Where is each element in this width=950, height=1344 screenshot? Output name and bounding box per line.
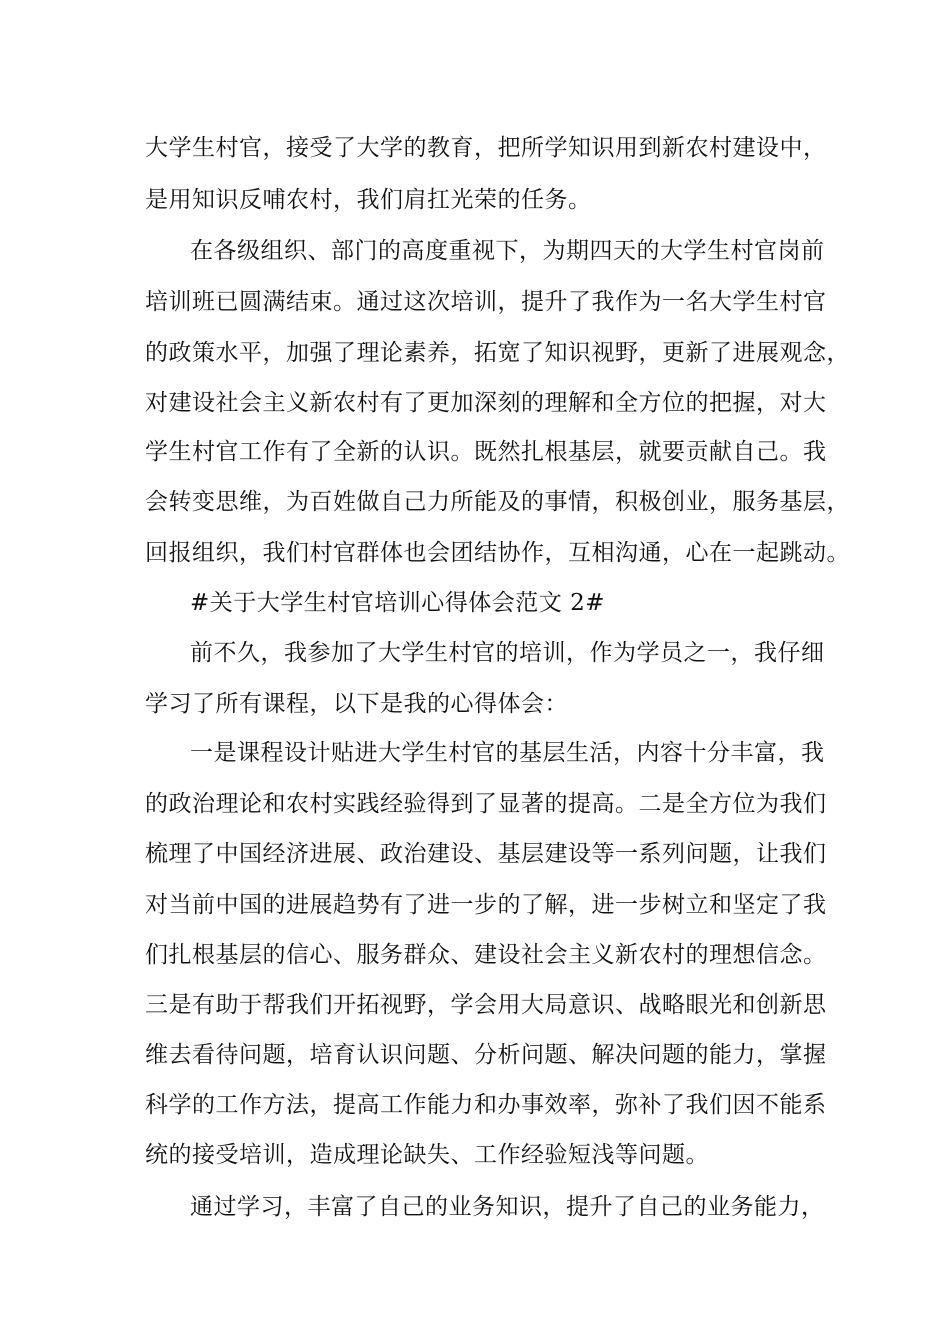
paragraph-start-line: 一是课程设计贴进大学生村官的基层生活，内容十分丰富，我 <box>190 740 825 766</box>
paragraph-start-line: 在各级组织、部门的高度重视下，为期四天的大学生村官岗前 <box>190 238 825 264</box>
text-line: 梳理了中国经济进展、政治建设、基层建设等一系列问题，让我们 <box>145 841 827 867</box>
paragraph-start-line: 通过学习，丰富了自己的业务知识，提升了自己的业务能力， <box>190 1194 825 1220</box>
text-line: 回报组织，我们村官群体也会团结协作，互相沟通，心在一起跳动。 <box>145 540 850 566</box>
text-line: 培训班已圆满结束。通过这次培训，提升了我作为一名大学生村官 <box>145 289 827 315</box>
text-line: 是用知识反哺农村，我们肩扛光荣的任务。 <box>145 187 592 213</box>
text-line: 大学生村官，接受了大学的教育，把所学知识用到新农村建设中， <box>145 135 827 161</box>
text-line: 学习了所有课程，以下是我的心得体会： <box>145 691 568 717</box>
text-line: 科学的工作方法，提高工作能力和办事效率，弥补了我们因不能系 <box>145 1092 827 1118</box>
text-line: 的政治理论和农村实践经验得到了显著的提高。二是全方位为我们 <box>145 791 827 817</box>
text-line: 三是有助于帮我们开拓视野，学会用大局意识、战略眼光和创新思 <box>145 992 827 1018</box>
text-line: 对建设社会主义新农村有了更加深刻的理解和全方位的把握，对大 <box>145 390 827 416</box>
text-line: 的政策水平，加强了理论素养，拓宽了知识视野，更新了进展观念， <box>145 340 850 366</box>
paragraph-start-line: 前不久，我参加了大学生村官的培训，作为学员之一，我仔细 <box>190 640 825 666</box>
text-line: 们扎根基层的信心、服务群众、建设社会主义新农村的理想信念。 <box>145 942 827 968</box>
text-line: 学生村官工作有了全新的认识。既然扎根基层，就要贡献自己。我 <box>145 439 827 465</box>
text-line: 对当前中国的进展趋势有了进一步的了解，进一步树立和坚定了我 <box>145 892 827 918</box>
text-line: 维去看待问题，培育认识问题、分析问题、解决问题的能力，掌握 <box>145 1042 827 1068</box>
text-line: 统的接受培训，造成理论缺失、工作经验短浅等问题。 <box>145 1142 709 1168</box>
section-heading: #关于大学生村官培训心得体会范文 2# <box>190 590 605 616</box>
text-line: 会转变思维，为百姓做自己力所能及的事情，积极创业，服务基层， <box>145 489 850 515</box>
